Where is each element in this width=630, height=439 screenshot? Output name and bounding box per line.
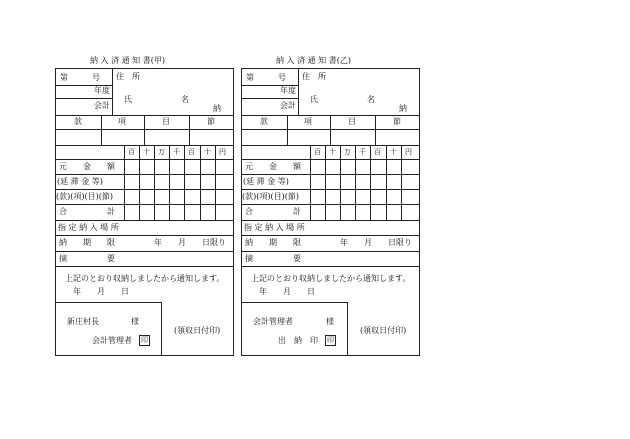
- fiscal-year-label: 年度: [280, 86, 296, 95]
- digit-header: 百: [188, 148, 195, 156]
- payer-suffix: 納: [399, 104, 407, 113]
- digit-header: 万: [344, 148, 351, 156]
- digit-header: 千: [359, 148, 366, 156]
- notice-date: 年 月 日: [73, 287, 129, 296]
- deadline-label: 納 期 限: [59, 238, 115, 247]
- digit-header: 万: [158, 148, 165, 156]
- budget-header-kou: 項: [304, 117, 312, 126]
- digit-header: 十: [204, 148, 211, 156]
- total-label: 合 計: [245, 207, 301, 216]
- honorific: 様: [131, 317, 139, 326]
- accounting-manager: 会計管理者: [92, 336, 132, 345]
- form-title: 納 入 済 通 知 書(乙): [276, 56, 351, 65]
- total-label: 合 計: [59, 207, 115, 216]
- number-label: 第 号: [60, 73, 100, 82]
- budget-header-kan: 款: [260, 117, 268, 126]
- budget-header-moku: 目: [162, 117, 170, 126]
- deadline-date: 年 月 日限り: [154, 238, 226, 247]
- cashier-seal-label: 出 納 印: [278, 336, 318, 345]
- name-mei-label: 名: [367, 95, 375, 104]
- seal-mark: 印: [141, 336, 148, 344]
- address-label: 住 所: [116, 72, 140, 81]
- digit-header: 千: [173, 148, 180, 156]
- digit-header: 百: [128, 148, 135, 156]
- principal-label: 元 金 額: [245, 162, 301, 171]
- late-fee-label: (延 滞 金 等): [243, 177, 289, 186]
- payment-place-label: 指 定 納 入 場 所: [244, 223, 305, 232]
- receipt-stamp-label: (領収日付印): [174, 326, 221, 335]
- digit-header: 円: [219, 148, 226, 156]
- official-title: 新庄村長: [67, 317, 99, 326]
- notice-text: 上記のとおり収納しましたから通知します。: [251, 274, 411, 283]
- name-shi-label: 氏: [310, 95, 318, 104]
- notice-text: 上記のとおり収納しましたから通知します。: [65, 274, 225, 283]
- budget-codes-label: (款)(項)(目)(節): [56, 192, 113, 201]
- deadline-date: 年 月 日限り: [340, 238, 412, 247]
- budget-header-kou: 項: [118, 117, 126, 126]
- budget-codes-label: (款)(項)(目)(節): [242, 192, 299, 201]
- notice-date: 年 月 日: [259, 287, 315, 296]
- official-title: 会計管理者: [253, 317, 293, 326]
- name-shi-label: 氏: [124, 95, 132, 104]
- payment-place-label: 指 定 納 入 場 所: [58, 223, 119, 232]
- address-label: 住 所: [302, 72, 326, 81]
- number-label: 第 号: [246, 73, 286, 82]
- budget-header-setsu: 節: [207, 117, 215, 126]
- remarks-label: 摘 要: [245, 254, 301, 263]
- receipt-stamp-label: (領収日付印): [360, 326, 407, 335]
- digit-header: 円: [405, 148, 412, 156]
- remarks-label: 摘 要: [59, 254, 115, 263]
- honorific: 様: [326, 317, 334, 326]
- budget-header-moku: 目: [348, 117, 356, 126]
- deadline-label: 納 期 限: [245, 238, 301, 247]
- accounting-label: 会計: [280, 101, 296, 110]
- fiscal-year-label: 年度: [94, 86, 110, 95]
- digit-header: 十: [329, 148, 336, 156]
- late-fee-label: (延 滞 金 等): [57, 177, 103, 186]
- payer-suffix: 納: [213, 104, 221, 113]
- digit-header: 百: [314, 148, 321, 156]
- principal-label: 元 金 額: [59, 162, 115, 171]
- form-title: 納 入 済 通 知 書(甲): [90, 56, 165, 65]
- digit-header: 十: [143, 148, 150, 156]
- digit-header: 十: [390, 148, 397, 156]
- seal-mark: 印: [327, 336, 334, 344]
- digit-header: 百: [374, 148, 381, 156]
- budget-header-setsu: 節: [393, 117, 401, 126]
- name-mei-label: 名: [181, 95, 189, 104]
- budget-header-kan: 款: [74, 117, 82, 126]
- accounting-label: 会計: [94, 101, 110, 110]
